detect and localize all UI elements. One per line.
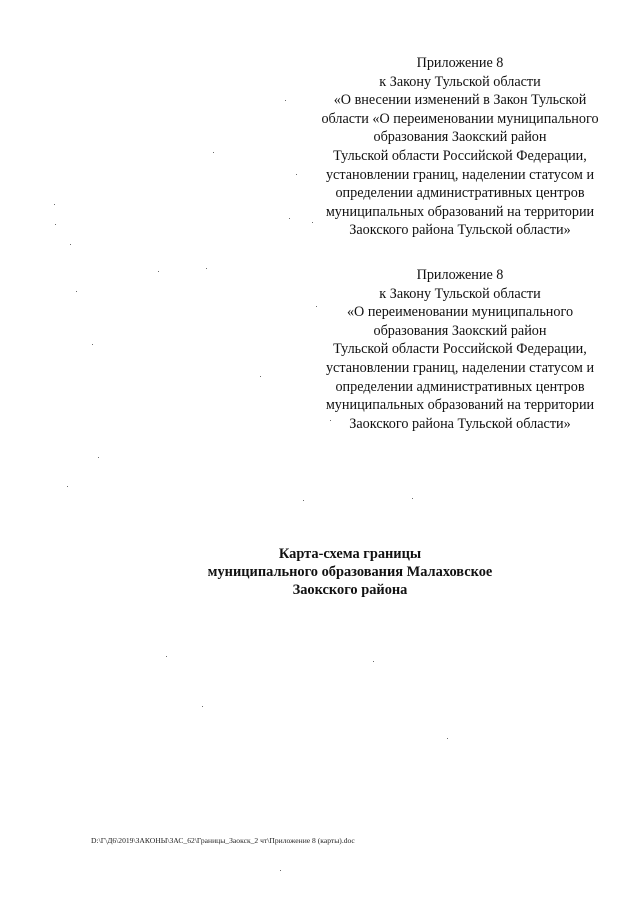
annex-line: муниципальных образований на территории bbox=[325, 397, 595, 414]
footer-file-path: D:\Г\Д6\2019\ЗАКОНЫ\ЗАС_62\Границы_Заокск_2 чт\Приложение 8 (карты).doc bbox=[91, 836, 355, 845]
annex-line: образования Заокский район bbox=[373, 129, 547, 146]
annex-line: образования Заокский район bbox=[373, 322, 547, 339]
annex-line: Заокского района Тульской области» bbox=[349, 222, 571, 239]
annex-header-amending-law bbox=[300, 54, 620, 240]
annex-line: «О внесении изменений в Закон Тульской bbox=[333, 92, 587, 109]
annex-line: установлении границ, наделении статусом и bbox=[325, 166, 595, 183]
annex-line: определении административных центров bbox=[335, 378, 585, 395]
annex-line: Приложение 8 bbox=[416, 55, 504, 71]
annex-line: «О переименовании муниципального bbox=[346, 304, 574, 321]
annex-line: к Закону Тульской области bbox=[379, 73, 541, 90]
annex-line: Тульской области Российской Федерации, bbox=[333, 341, 587, 358]
annex-line: Приложение 8 bbox=[416, 267, 504, 283]
annex-line: муниципальных образований на территории bbox=[325, 203, 595, 220]
annex-line: к Закону Тульской области bbox=[379, 285, 541, 302]
annex-line: определении административных центров bbox=[335, 185, 585, 202]
title-line: Карта-схема границы bbox=[278, 546, 422, 562]
annex-line: Заокского района Тульской области» bbox=[349, 415, 571, 432]
title-line: Заокского района bbox=[292, 581, 408, 598]
title-line: муниципального образования Малаховское bbox=[207, 563, 493, 580]
annex-line: области «О переименовании муниципального bbox=[321, 110, 599, 127]
annex-line: установлении границ, наделении статусом и bbox=[325, 359, 595, 376]
annex-line: Тульской области Российской Федерации, bbox=[333, 147, 587, 164]
annex-header-original-law bbox=[300, 266, 620, 433]
map-scheme-title bbox=[150, 546, 550, 599]
